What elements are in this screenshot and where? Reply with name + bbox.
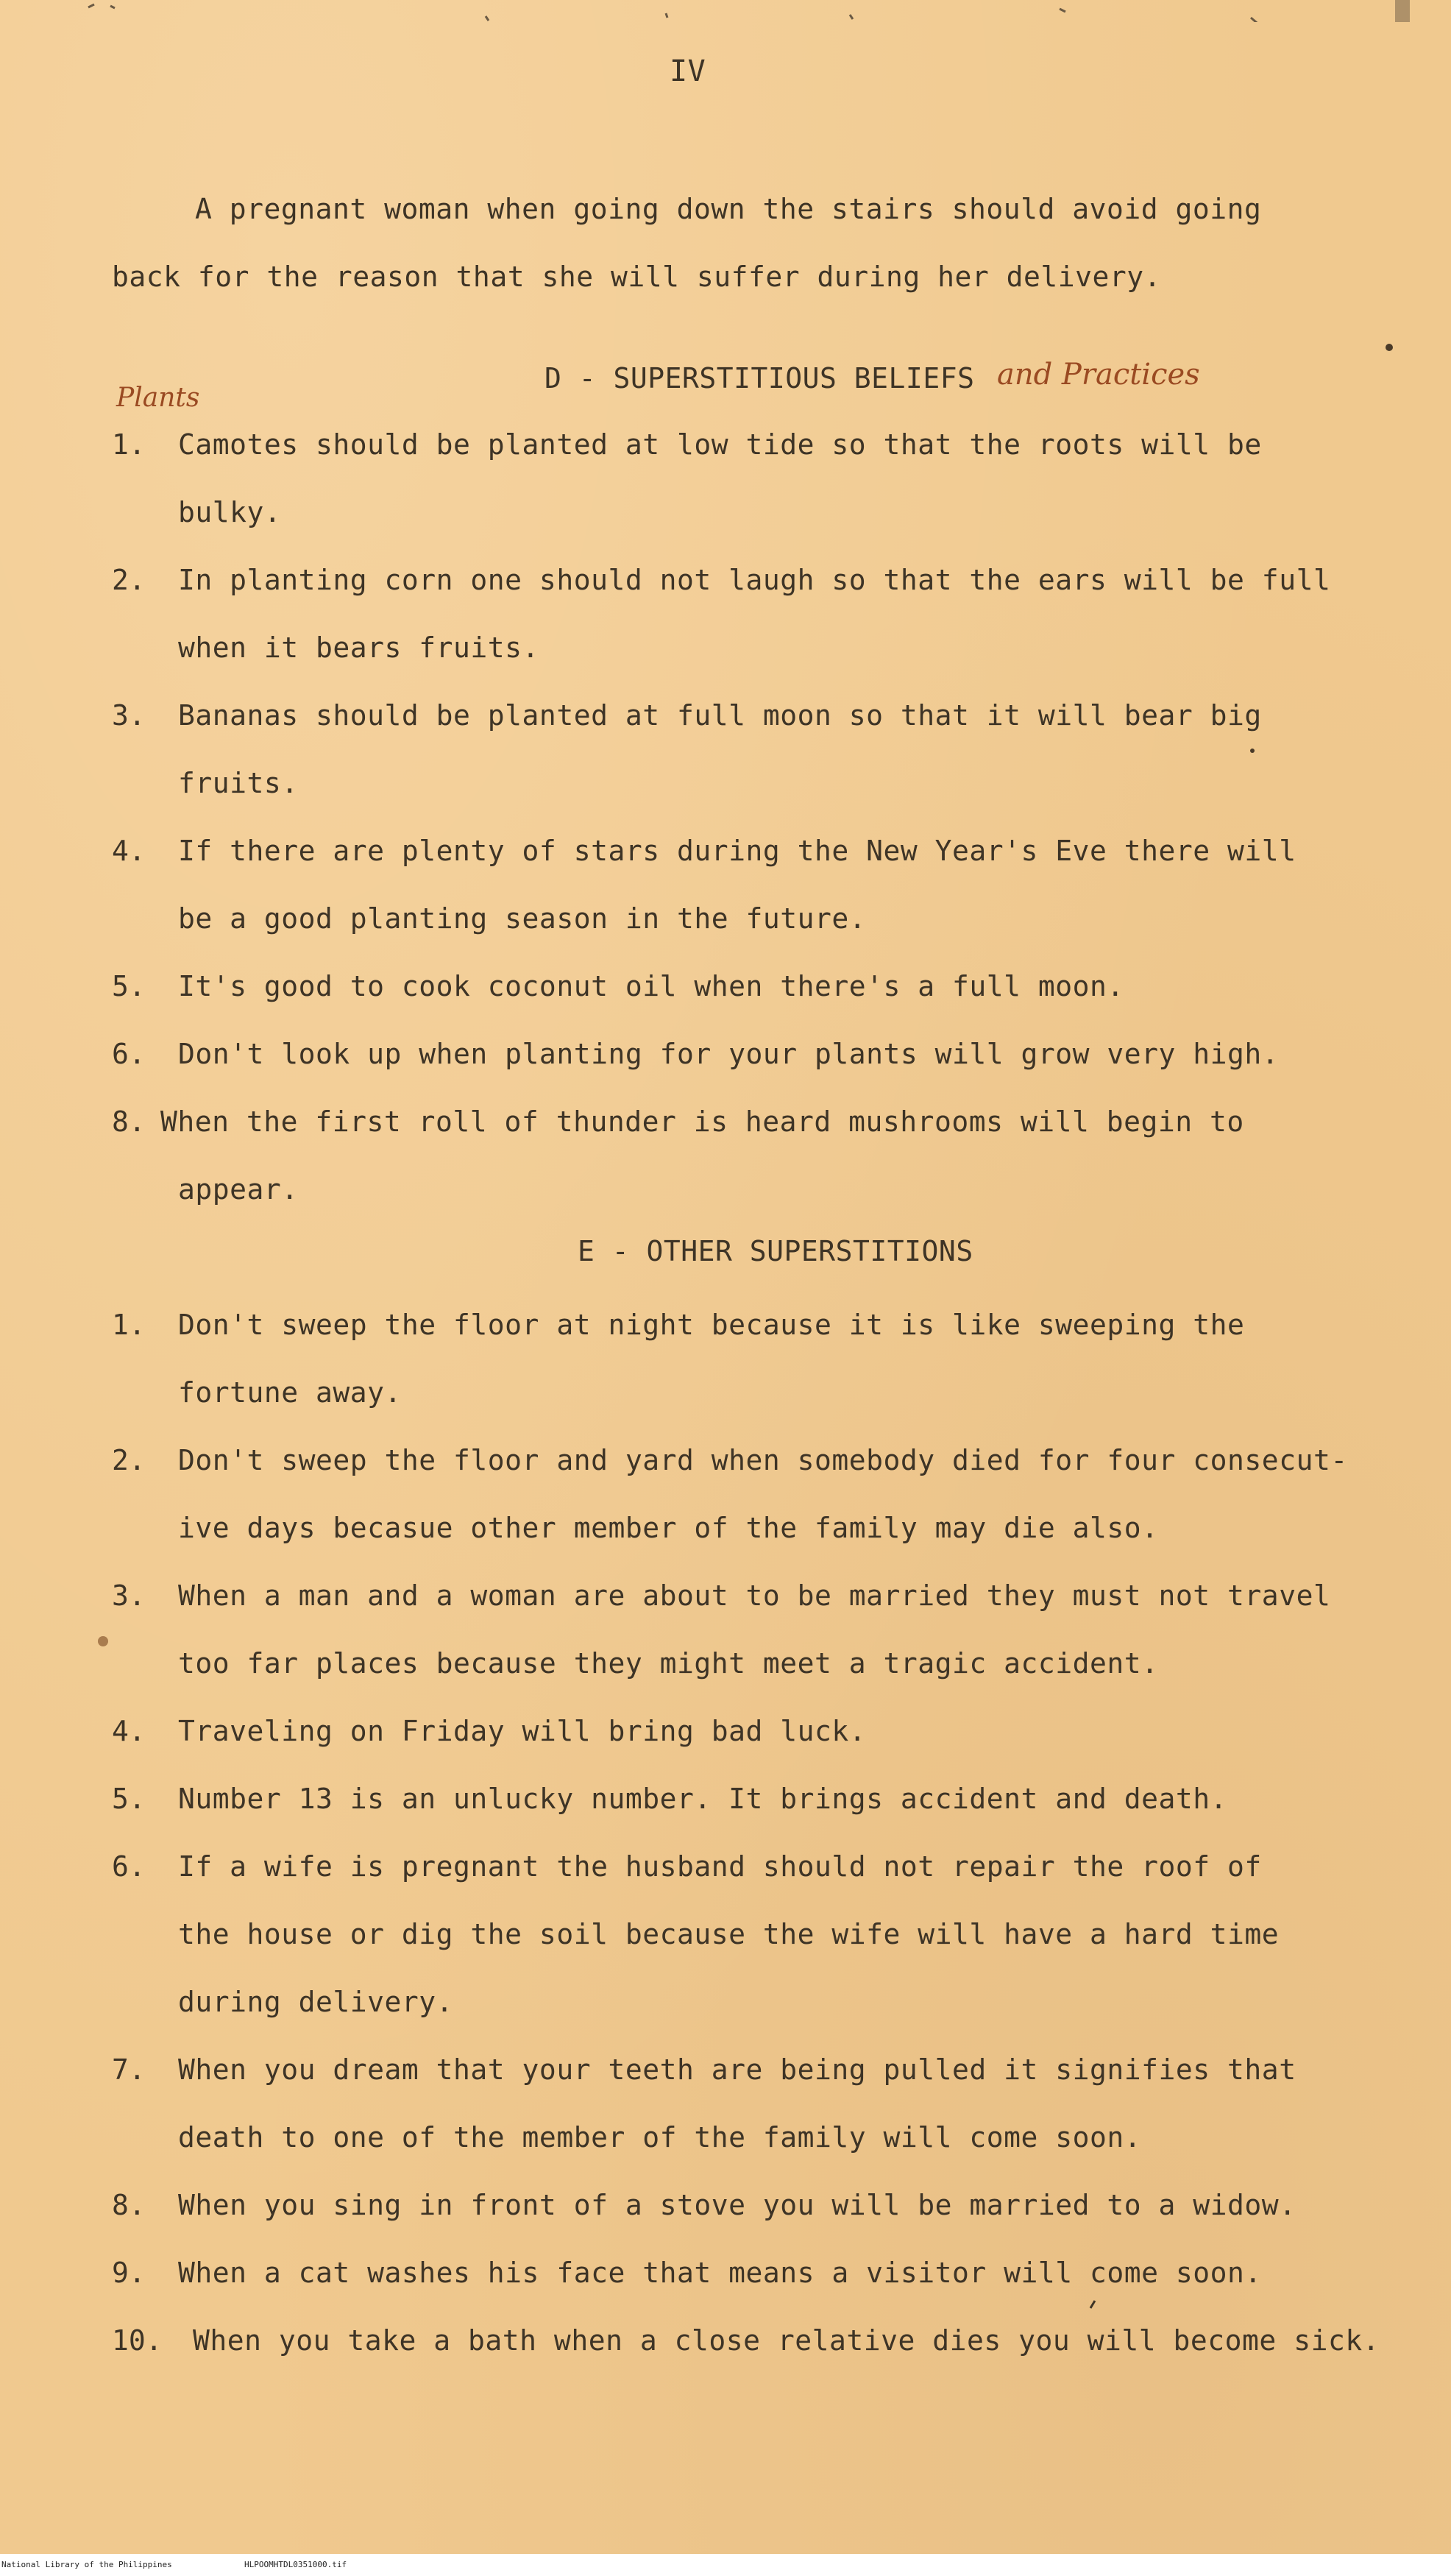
e-item-1-number: 1.	[112, 1309, 146, 1341]
d-item-5-line-1: It's good to cook coconut oil when there's a full moon.	[178, 970, 1124, 1002]
e-item-2-line-2: ive days becasue other member of the family may die also.	[178, 1512, 1159, 1544]
e-item-3-line-1: When a man and a woman are about to be married they must not travel	[178, 1579, 1331, 1612]
e-item-6-line-1: If a wife is pregnant the husband should not repair the roof of	[178, 1850, 1262, 1883]
e-item-1-line-2: fortune away.	[178, 1376, 402, 1409]
intro-line-1: A pregnant woman when going down the stairs should avoid going	[195, 193, 1262, 225]
e-item-8-line-1: When you sing in front of a stove you will be married to a widow.	[178, 2189, 1296, 2221]
d-item-6-number: 6.	[112, 1038, 146, 1070]
page-number: IV	[670, 54, 706, 88]
section-d-heading: D - SUPERSTITIOUS BELIEFS	[544, 362, 975, 394]
e-item-8-number: 8.	[112, 2189, 146, 2221]
e-item-4-line-1: Traveling on Friday will bring bad luck.	[178, 1715, 867, 1747]
e-item-4-number: 4.	[112, 1715, 146, 1747]
d-item-8-line-2: appear.	[178, 1173, 299, 1206]
e-item-6-line-2: the house or dig the soil because the wife will have a hard time	[178, 1918, 1280, 1950]
e-item-6-number: 6.	[112, 1850, 146, 1883]
e-item-3-number: 3.	[112, 1579, 146, 1612]
d-item-3-line-2: fruits.	[178, 767, 299, 799]
e-item-7-number: 7.	[112, 2053, 146, 2086]
footer-library: National Library of the Philippines	[1, 2560, 172, 2569]
e-item-9-number: 9.	[112, 2257, 146, 2289]
e-item-9-line-1: When a cat washes his face that means a visitor will come soon.	[178, 2257, 1262, 2289]
handwritten-and-practices: and Practices	[997, 358, 1200, 392]
handwritten-margin-plants: Plants	[116, 383, 200, 413]
e-item-10-line-1: When you take a bath when a close relative dies you will become sick.	[193, 2324, 1380, 2357]
d-item-8-number: 8.	[112, 1105, 146, 1138]
d-item-4-line-2: be a good planting season in the future.	[178, 902, 867, 935]
e-item-6-line-3: during delivery.	[178, 1986, 454, 2018]
d-item-3-number: 3.	[112, 699, 146, 732]
footer-filename: HLPOOMHTDL0351000.tif	[244, 2560, 347, 2569]
archive-footer	[0, 2554, 1451, 2576]
e-item-2-line-1: Don't sweep the floor and yard when somebody died for four consecut-	[178, 1444, 1348, 1476]
d-item-1-line-2: bulky.	[178, 496, 282, 528]
d-item-8-line-1: When the first roll of thunder is heard mushrooms will begin to	[160, 1105, 1244, 1138]
e-item-2-number: 2.	[112, 1444, 146, 1476]
e-item-7-line-1: When you dream that your teeth are being pulled it signifies that	[178, 2053, 1296, 2086]
d-item-2-line-1: In planting corn one should not laugh so that the ears will be full	[178, 564, 1331, 596]
e-item-3-line-2: too far places because they might meet a tragic accident.	[178, 1647, 1159, 1680]
d-item-4-line-1: If there are plenty of stars during the New Year's Eve there will	[178, 835, 1296, 867]
section-e-heading: E - OTHER SUPERSTITIONS	[578, 1235, 973, 1267]
e-item-7-line-2: death to one of the member of the family will come soon.	[178, 2121, 1142, 2154]
d-item-3-line-1: Bananas should be planted at full moon so that it will bear big	[178, 699, 1262, 732]
d-item-1-line-1: Camotes should be planted at low tide so that the roots will be	[178, 428, 1262, 461]
e-item-5-number: 5.	[112, 1783, 146, 1815]
d-item-4-number: 4.	[112, 835, 146, 867]
d-item-5-number: 5.	[112, 970, 146, 1002]
d-item-6-line-1: Don't look up when planting for your plants will grow very high.	[178, 1038, 1280, 1070]
e-item-1-line-1: Don't sweep the floor at night because it is like sweeping the	[178, 1309, 1245, 1341]
d-item-2-line-2: when it bears fruits.	[178, 631, 539, 664]
e-item-10-number: 10.	[112, 2324, 163, 2357]
e-item-5-line-1: Number 13 is an unlucky number. It brings accident and death.	[178, 1783, 1228, 1815]
intro-line-2: back for the reason that she will suffer during her delivery.	[112, 261, 1162, 293]
d-item-1-number: 1.	[112, 428, 146, 461]
d-item-2-number: 2.	[112, 564, 146, 596]
